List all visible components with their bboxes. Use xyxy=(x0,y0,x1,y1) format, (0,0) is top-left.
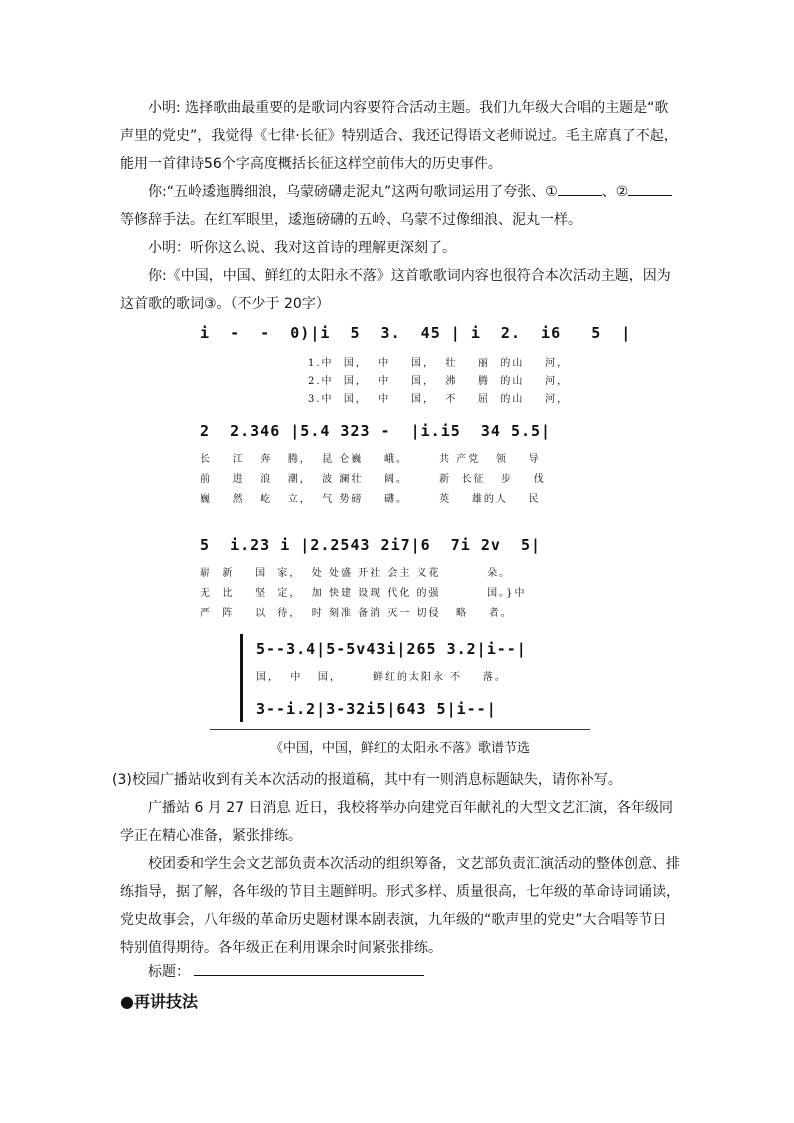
score-row-1-notes: i - - 0)|i 5 3. 45 | i 2. i6 5 | xyxy=(200,324,632,342)
score-row-1-lyric-3: 3.中 国， 中 国， 不 屈 的山 河， xyxy=(308,394,570,405)
score-underline xyxy=(210,729,590,730)
score-row-2-lyric-3: 巍 然 屹 立， 气 势磅 礴。 英 雄的人 民 xyxy=(200,494,541,505)
score-row-4-notes: 5--3.4|5-5v43i|265 3.2|i--| xyxy=(256,640,527,658)
score-row-3-lyric-2: 无 比 坚 定， 加 快建 设现 代化 的强 国。}中 xyxy=(200,588,527,599)
score-row-3-notes: 5 i.23 i |2.2543 2i7|6 7i 2v 5| xyxy=(200,536,542,554)
music-score xyxy=(200,318,632,730)
score-brace-bar xyxy=(240,634,243,722)
score-row-2-lyric-2: 前 进 浪 潮， 波 澜壮 阔。 新 长征 步 伐 xyxy=(200,474,546,485)
score-caption: 《中国，中国，鲜红的太阳永不落》歌谱节选 xyxy=(269,741,530,756)
answer-blank-1[interactable] xyxy=(558,181,602,196)
score-row-1-lyric-2: 2.中 国， 中 国， 沸 腾 的山 河， xyxy=(308,376,570,387)
score-row-1-lyric-1: 1.中 国， 中 国， 壮 丽 的山 河， xyxy=(308,358,570,369)
score-row-3-lyric-3: 严 阵 以 待， 时 刻准 备消 灭一 切侵 略 者。 xyxy=(200,608,513,619)
dialogue-p2-part-c: 等修辞手法。在红军眼里，逶迤磅礴的五岭、乌蒙不过像细浪、泥丸一样。 xyxy=(120,212,582,228)
title-label: 标题： xyxy=(148,964,190,980)
news-paragraph-1: 广播站 6 月 27 日消息 近日，我校将举办向建党百年献礼的大型文艺汇演，各年级同学正在精心准备，紧张排练。 xyxy=(120,800,673,844)
dialogue-paragraph-2 xyxy=(120,178,680,234)
score-row-2-lyric-1: 长 江 奔 腾， 昆 仑巍 峨。 共 产党 领 导 xyxy=(200,454,541,465)
section-heading: ●再讲技法 xyxy=(120,992,198,1011)
title-input-line[interactable] xyxy=(194,959,424,976)
title-answer-line xyxy=(120,958,680,986)
answer-blank-2[interactable] xyxy=(628,181,672,196)
dialogue-paragraph-1: 小明: 选择歌曲最重要的是歌词内容要符合活动主题。我们九年级大合唱的主题是“歌声里的党史”，我觉得《七律·长征》特别适合、我还记得语文老师说过。毛主席真了不起，能用一首律诗56个字高度概括长征这样空前伟大的历史事件。 xyxy=(120,100,678,172)
score-row-4-lyric: 国， 中 国， 鲜红的太阳永 不 落。 xyxy=(256,672,507,683)
dialogue-p2-part-a: 你:“五岭逶迤腾细浪，乌蒙磅礴走泥丸”这两句歌词运用了夸张、① xyxy=(148,184,558,200)
score-row-5-notes: 3--i.2|3-32i5|643 5|i--| xyxy=(256,700,497,718)
dialogue-paragraph-4: 你:《中国，中国、鲜红的太阳永不落》这首歌歌词内容也很符合本次活动主题，因为这首歌的歌词③。（不少于 20字） xyxy=(120,268,671,312)
score-row-2-notes: 2 2.346 |5.4 323 - |i.i5 34 5.5| xyxy=(200,422,552,440)
question-3-intro: (3)校园广播站收到有关本次活动的报道稿，其中有一则消息标题缺失，请你补写。 xyxy=(112,772,622,788)
score-row-3-lyric-1: 崭 新 国 家， 处 处盛 开社 会主 义花 朵。 xyxy=(200,568,512,579)
dialogue-paragraph-3: 小明：听你这么说、我对这首诗的理解更深刻了。 xyxy=(148,240,456,256)
dialogue-p2-part-b: 、② xyxy=(601,184,629,200)
news-paragraph-2: 校团委和学生会文艺部负责本次活动的组织筹备，文艺部负责汇演活动的整体创意、排练指导，据了解，各年级的节目主题鲜明。形式多样、质量很高，七年级的革命诗词诵读，党史故事会，八年级的革命历史题材课本剧表演，九年级的“歌声里的党史”大合唱等节日特别值得期待。各年级正在利用课余时间紧张排练。 xyxy=(120,856,680,956)
